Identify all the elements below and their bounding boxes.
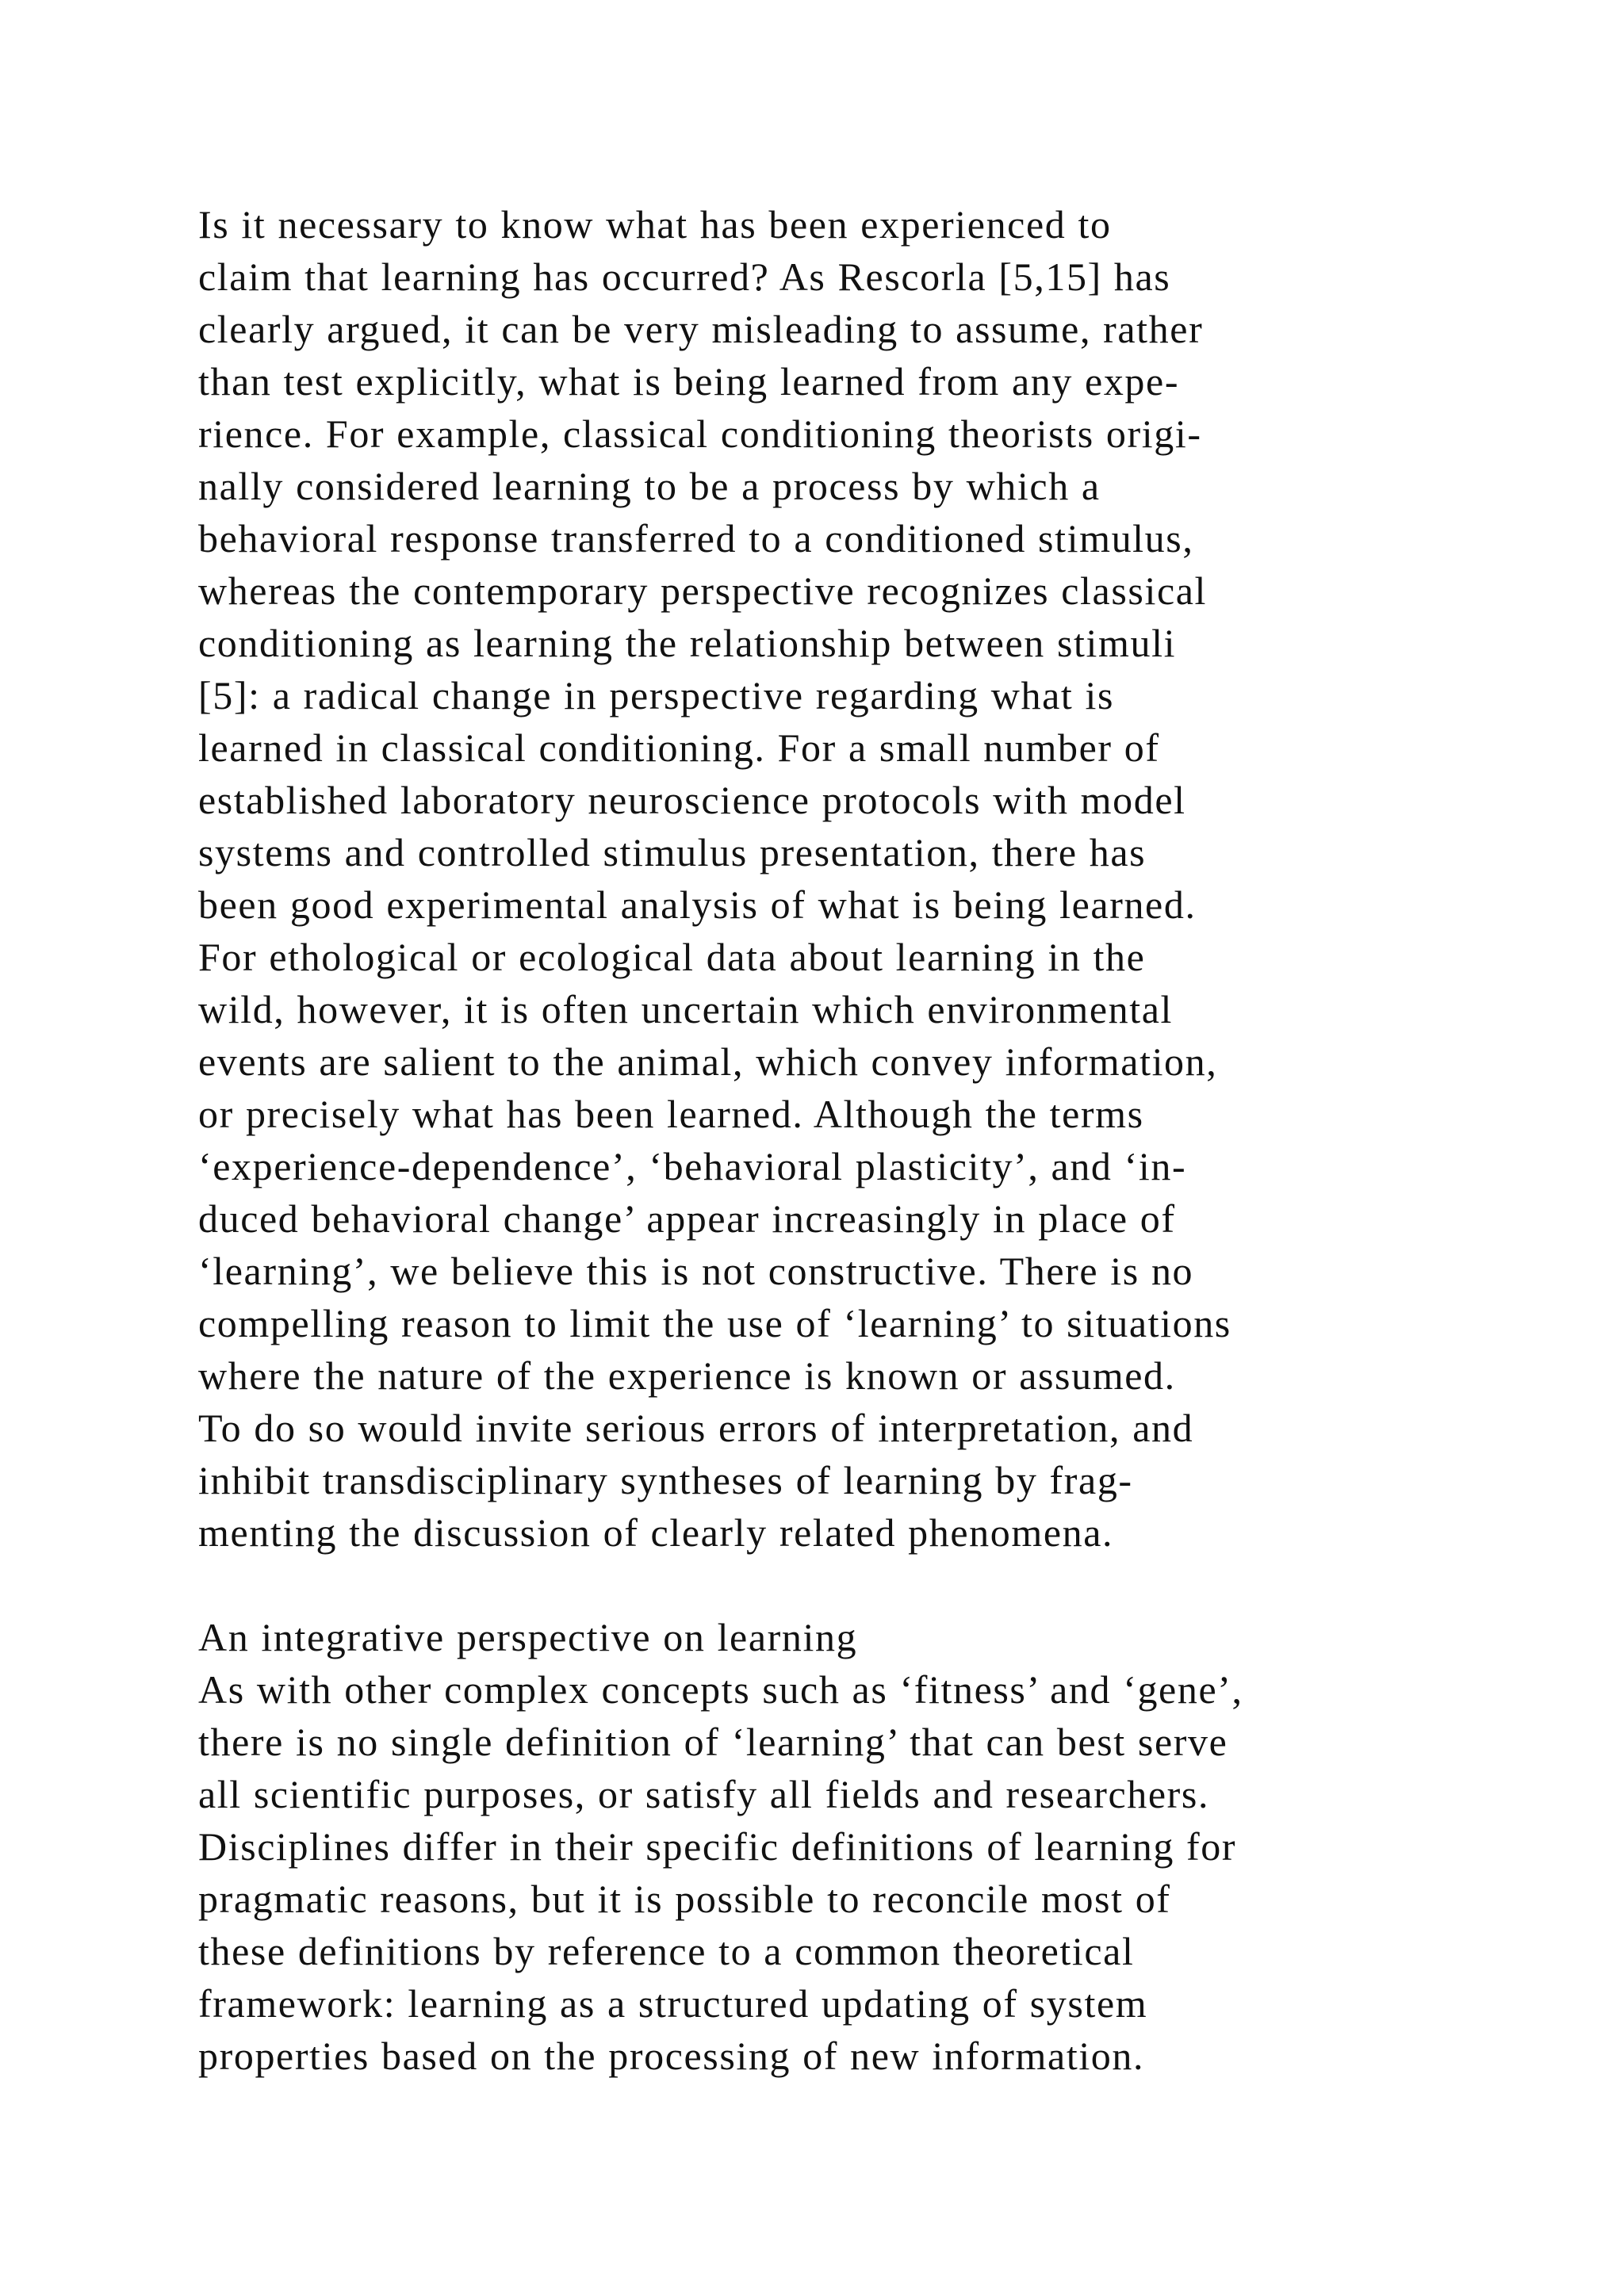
text-line: these definitions by reference to a common theoretical xyxy=(198,1929,1135,1973)
paragraph-2 xyxy=(198,1663,1594,2082)
paragraph-1 xyxy=(198,198,1594,1559)
text-line: where the nature of the experience is known or assumed. xyxy=(198,1353,1176,1398)
text-line: inhibit transdisciplinary syntheses of learning by frag- xyxy=(198,1458,1133,1502)
document-text xyxy=(198,198,1594,2082)
paragraph-gap xyxy=(198,1559,1594,1611)
text-line: systems and controlled stimulus presentation, there has xyxy=(198,830,1147,874)
text-line: learned in classical conditioning. For a small number of xyxy=(198,725,1160,770)
text-line: For ethological or ecological data about learning in the xyxy=(198,935,1146,979)
text-line: or precisely what has been learned. Although the terms xyxy=(198,1092,1144,1136)
text-line: To do so would invite serious errors of interpretation, and xyxy=(198,1406,1194,1450)
text-line: whereas the contemporary perspective recognizes classical xyxy=(198,568,1208,613)
text-line: framework: learning as a structured updating of system xyxy=(198,1981,1148,2026)
text-line: menting the discussion of clearly related phenomena. xyxy=(198,1510,1114,1555)
text-line: ‘learning’, we believe this is not constructive. There is no xyxy=(198,1249,1194,1293)
text-line: events are salient to the animal, which convey information, xyxy=(198,1039,1218,1084)
text-line: [5]: a radical change in perspective regarding what is xyxy=(198,673,1115,718)
section-heading: An integrative perspective on learning xyxy=(198,1615,858,1659)
text-line: Disciplines differ in their specific definitions of learning for xyxy=(198,1824,1237,1869)
text-line: As with other complex concepts such as ‘fitness’ and ‘gene’, xyxy=(198,1667,1243,1712)
text-line: than test explicitly, what is being learned from any expe- xyxy=(198,359,1180,404)
text-line: been good experimental analysis of what is being learned. xyxy=(198,882,1197,927)
text-line: nally considered learning to be a process by which a xyxy=(198,464,1101,508)
text-line: there is no single definition of ‘learning’ that can best serve xyxy=(198,1720,1228,1764)
text-line: ‘experience-dependence’, ‘behavioral plasticity’, and ‘in- xyxy=(198,1144,1187,1188)
text-line: behavioral response transferred to a conditioned stimulus, xyxy=(198,516,1194,561)
text-line: established laboratory neuroscience protocols with model xyxy=(198,778,1186,822)
text-line: all scientific purposes, or satisfy all fields and researchers. xyxy=(198,1772,1210,1816)
text-line: claim that learning has occurred? As Rescorla [5,15] has xyxy=(198,254,1171,299)
text-line: properties based on the processing of new information. xyxy=(198,2034,1145,2078)
text-line: rience. For example, classical conditioning theorists origi- xyxy=(198,411,1202,456)
text-line: duced behavioral change’ appear increasingly in place of xyxy=(198,1196,1176,1241)
text-line: Is it necessary to know what has been experienced to xyxy=(198,202,1112,247)
text-line: conditioning as learning the relationship between stimuli xyxy=(198,621,1177,665)
text-line: wild, however, it is often uncertain which environmental xyxy=(198,987,1173,1031)
text-line: clearly argued, it can be very misleading to assume, rather xyxy=(198,307,1204,351)
text-line: pragmatic reasons, but it is possible to reconcile most of xyxy=(198,1877,1171,1921)
text-line: compelling reason to limit the use of ‘learning’ to situations xyxy=(198,1301,1231,1345)
